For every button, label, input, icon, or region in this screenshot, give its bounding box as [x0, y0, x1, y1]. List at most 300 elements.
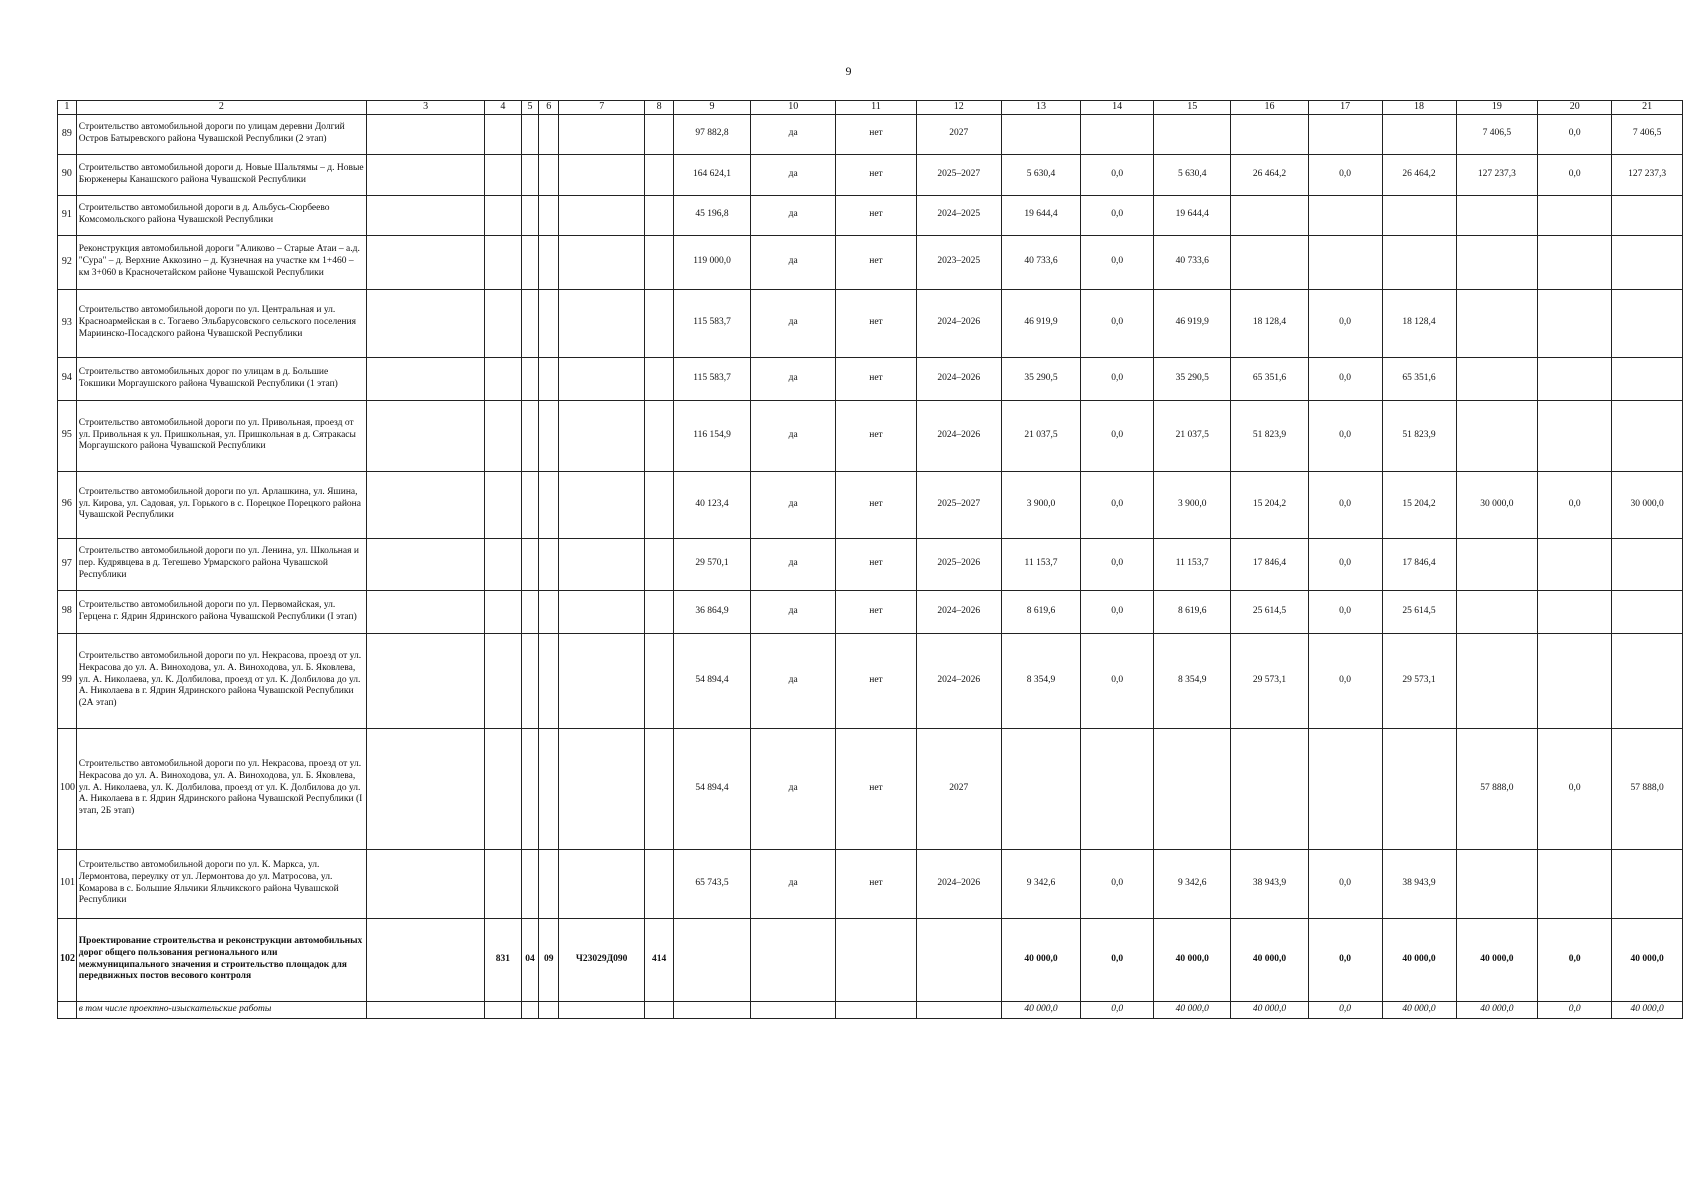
value-cell: 3 900,0 — [1154, 471, 1231, 538]
value-cell — [1538, 590, 1612, 633]
column-number-cell: 12 — [916, 101, 1001, 115]
value-cell — [751, 1001, 836, 1018]
value-cell: да — [751, 154, 836, 195]
value-cell: 21 037,5 — [1001, 400, 1080, 471]
value-cell — [367, 918, 485, 1001]
value-cell: 831 — [485, 918, 521, 1001]
value-cell: 0,0 — [1308, 849, 1382, 918]
value-cell: 0,0 — [1081, 154, 1154, 195]
value-cell: нет — [836, 357, 917, 400]
value-cell — [367, 154, 485, 195]
value-cell — [1456, 849, 1538, 918]
value-cell: 414 — [645, 918, 674, 1001]
value-cell: Ч23029Д090 — [559, 918, 645, 1001]
value-cell — [539, 538, 559, 590]
value-cell: 97 882,8 — [673, 114, 750, 154]
value-cell: нет — [836, 154, 917, 195]
value-cell — [1612, 538, 1683, 590]
value-cell — [521, 471, 539, 538]
value-cell: 04 — [521, 918, 539, 1001]
object-name-cell: Строительство автомобильной дороги по ул. Некрасова, проезд от ул. Некрасова до ул. А. Виноходова, ул. А. Виноходова, ул. Б. Яковлева, ул. А. Николаева, ул. К. Долбилова, проезд от ул. К. Долбилова до ул. А. Николаева в г. Ядрин Ядринского района Чувашской Республики (I этап, 2Б этап) — [76, 728, 366, 849]
value-cell: 40 000,0 — [1456, 1001, 1538, 1018]
value-cell — [521, 590, 539, 633]
table-row — [58, 154, 1683, 195]
value-cell: нет — [836, 728, 917, 849]
object-name-cell: Строительство автомобильной дороги по ул. Первомайская, ул. Герцена г. Ядрин Ядринского района Чувашской Республики (I этап) — [76, 590, 366, 633]
value-cell: 0,0 — [1081, 918, 1154, 1001]
value-cell: 65 351,6 — [1382, 357, 1456, 400]
value-cell: 2025–2027 — [916, 154, 1001, 195]
row-number-cell: 98 — [58, 590, 77, 633]
value-cell — [367, 195, 485, 235]
value-cell: 0,0 — [1538, 154, 1612, 195]
value-cell: 115 583,7 — [673, 357, 750, 400]
row-number-cell: 93 — [58, 289, 77, 357]
table-row — [58, 400, 1683, 471]
table-row — [58, 114, 1683, 154]
object-name-cell: Строительство автомобильной дороги д. Новые Шальтямы – д. Новые Бюрженеры Канашского района Чувашской Республики — [76, 154, 366, 195]
value-cell — [485, 538, 521, 590]
value-cell: 40 733,6 — [1001, 235, 1080, 289]
value-cell: 26 464,2 — [1382, 154, 1456, 195]
value-cell: 40 000,0 — [1612, 1001, 1683, 1018]
value-cell: 09 — [539, 918, 559, 1001]
value-cell — [645, 357, 674, 400]
value-cell — [367, 235, 485, 289]
object-name-cell: Строительство автомобильной дороги по ул. Привольная, проезд от ул. Привольная к ул. Пришкольная, ул. Пришкольная в д. Сятракасы Моргаушского района Чувашской Республики — [76, 400, 366, 471]
value-cell — [485, 357, 521, 400]
column-number-cell: 5 — [521, 101, 539, 115]
value-cell — [367, 1001, 485, 1018]
object-name-cell: Строительство автомобильной дороги по ул. Ленина, ул. Школьная и пер. Кудрявцева в д. Тегешево Урмарского района Чувашской Республики — [76, 538, 366, 590]
value-cell — [367, 538, 485, 590]
value-cell: 40 000,0 — [1382, 1001, 1456, 1018]
value-cell — [1001, 728, 1080, 849]
value-cell — [367, 728, 485, 849]
object-name-cell: Строительство автомобильной дороги по ул. Арлашкина, ул. Яшина, ул. Кирова, ул. Садовая, ул. Горького в с. Порецкое Порецкого района Чувашской Республики — [76, 471, 366, 538]
value-cell — [539, 728, 559, 849]
value-cell — [559, 633, 645, 728]
value-cell: 38 943,9 — [1231, 849, 1308, 918]
value-cell: 54 894,4 — [673, 633, 750, 728]
value-cell — [559, 471, 645, 538]
value-cell — [1538, 195, 1612, 235]
value-cell — [1456, 400, 1538, 471]
value-cell: нет — [836, 235, 917, 289]
value-cell — [367, 357, 485, 400]
value-cell — [1001, 114, 1080, 154]
value-cell — [1308, 235, 1382, 289]
value-cell — [521, 849, 539, 918]
value-cell — [645, 538, 674, 590]
value-cell: 51 823,9 — [1382, 400, 1456, 471]
table-row — [58, 918, 1683, 1001]
budget-table — [57, 100, 1683, 1019]
value-cell — [1308, 728, 1382, 849]
value-cell — [559, 1001, 645, 1018]
value-cell: 2027 — [916, 114, 1001, 154]
value-cell: нет — [836, 849, 917, 918]
value-cell — [367, 849, 485, 918]
value-cell: 0,0 — [1308, 400, 1382, 471]
value-cell — [485, 590, 521, 633]
column-number-cell: 3 — [367, 101, 485, 115]
value-cell: 30 000,0 — [1612, 471, 1683, 538]
value-cell: 0,0 — [1308, 918, 1382, 1001]
value-cell — [559, 849, 645, 918]
value-cell: 5 630,4 — [1154, 154, 1231, 195]
value-cell — [673, 1001, 750, 1018]
column-number-cell: 20 — [1538, 101, 1612, 115]
value-cell: 0,0 — [1308, 538, 1382, 590]
value-cell — [1612, 590, 1683, 633]
value-cell — [1231, 195, 1308, 235]
value-cell — [1538, 235, 1612, 289]
object-name-cell: Строительство автомобильной дороги по ул. Центральная и ул. Красноармейская в с. Тогаево Эльбарусовского сельского поселения Мариинско-Посадского района Чувашской Республики — [76, 289, 366, 357]
value-cell: 29 570,1 — [673, 538, 750, 590]
value-cell — [1382, 728, 1456, 849]
value-cell: 3 900,0 — [1001, 471, 1080, 538]
value-cell: 2024–2026 — [916, 357, 1001, 400]
value-cell: 57 888,0 — [1456, 728, 1538, 849]
value-cell: 29 573,1 — [1231, 633, 1308, 728]
column-number-cell: 17 — [1308, 101, 1382, 115]
value-cell — [521, 357, 539, 400]
row-number-cell: 94 — [58, 357, 77, 400]
value-cell — [673, 918, 750, 1001]
object-name-cell: Проектирование строительства и реконструкции автомобильных дорог общего пользования регионального или межмуниципального значения и строительство площадок для передвижных постов весового контроля — [76, 918, 366, 1001]
value-cell: 30 000,0 — [1456, 471, 1538, 538]
value-cell: да — [751, 357, 836, 400]
value-cell — [1154, 114, 1231, 154]
value-cell — [1538, 289, 1612, 357]
value-cell — [367, 400, 485, 471]
value-cell: 2024–2026 — [916, 400, 1001, 471]
value-cell — [1231, 235, 1308, 289]
value-cell — [559, 154, 645, 195]
value-cell — [521, 235, 539, 289]
value-cell: 8 354,9 — [1001, 633, 1080, 728]
value-cell — [559, 538, 645, 590]
value-cell — [1538, 849, 1612, 918]
value-cell: 0,0 — [1308, 357, 1382, 400]
value-cell — [1612, 400, 1683, 471]
value-cell: 29 573,1 — [1382, 633, 1456, 728]
value-cell: 0,0 — [1538, 471, 1612, 538]
column-number-cell: 2 — [76, 101, 366, 115]
value-cell — [485, 400, 521, 471]
value-cell: 15 204,2 — [1382, 471, 1456, 538]
column-number-cell: 4 — [485, 101, 521, 115]
value-cell: 40 000,0 — [1231, 918, 1308, 1001]
value-cell: 0,0 — [1081, 235, 1154, 289]
value-cell: 40 000,0 — [1231, 1001, 1308, 1018]
row-number-cell: 92 — [58, 235, 77, 289]
value-cell: 2024–2026 — [916, 590, 1001, 633]
column-number-cell: 6 — [539, 101, 559, 115]
row-number-cell: 102 — [58, 918, 77, 1001]
value-cell: 40 123,4 — [673, 471, 750, 538]
value-cell: 26 464,2 — [1231, 154, 1308, 195]
value-cell — [1538, 538, 1612, 590]
value-cell: 8 619,6 — [1001, 590, 1080, 633]
value-cell: 65 351,6 — [1231, 357, 1308, 400]
value-cell: да — [751, 538, 836, 590]
value-cell — [539, 154, 559, 195]
value-cell: 0,0 — [1081, 633, 1154, 728]
value-cell — [367, 471, 485, 538]
value-cell: 46 919,9 — [1001, 289, 1080, 357]
value-cell: нет — [836, 400, 917, 471]
value-cell — [539, 633, 559, 728]
row-number-cell: 101 — [58, 849, 77, 918]
value-cell — [1231, 728, 1308, 849]
value-cell: да — [751, 235, 836, 289]
value-cell — [836, 1001, 917, 1018]
value-cell: 0,0 — [1308, 1001, 1382, 1018]
value-cell — [645, 728, 674, 849]
value-cell — [367, 289, 485, 357]
value-cell: 40 000,0 — [1154, 1001, 1231, 1018]
column-number-cell: 7 — [559, 101, 645, 115]
value-cell: 2024–2026 — [916, 633, 1001, 728]
value-cell: 36 864,9 — [673, 590, 750, 633]
value-cell: 164 624,1 — [673, 154, 750, 195]
value-cell: 2024–2026 — [916, 849, 1001, 918]
value-cell: 9 342,6 — [1154, 849, 1231, 918]
column-number-cell: 18 — [1382, 101, 1456, 115]
value-cell: 54 894,4 — [673, 728, 750, 849]
value-cell: 8 619,6 — [1154, 590, 1231, 633]
value-cell — [1456, 538, 1538, 590]
value-cell — [1382, 114, 1456, 154]
table-row — [58, 195, 1683, 235]
table-row — [58, 849, 1683, 918]
value-cell — [1382, 195, 1456, 235]
value-cell: 0,0 — [1308, 289, 1382, 357]
value-cell — [1456, 590, 1538, 633]
value-cell: 46 919,9 — [1154, 289, 1231, 357]
value-cell — [1456, 357, 1538, 400]
value-cell — [916, 918, 1001, 1001]
column-number-cell: 10 — [751, 101, 836, 115]
value-cell — [645, 195, 674, 235]
value-cell — [1154, 728, 1231, 849]
value-cell — [1538, 633, 1612, 728]
value-cell: 35 290,5 — [1001, 357, 1080, 400]
value-cell — [559, 357, 645, 400]
value-cell: нет — [836, 633, 917, 728]
table-row — [58, 357, 1683, 400]
value-cell — [1612, 235, 1683, 289]
value-cell — [1612, 289, 1683, 357]
table-row — [58, 590, 1683, 633]
value-cell — [645, 154, 674, 195]
value-cell — [1231, 114, 1308, 154]
value-cell: да — [751, 114, 836, 154]
value-cell: 2025–2026 — [916, 538, 1001, 590]
value-cell: да — [751, 728, 836, 849]
value-cell — [485, 728, 521, 849]
value-cell: 2024–2025 — [916, 195, 1001, 235]
value-cell — [1456, 195, 1538, 235]
value-cell — [645, 590, 674, 633]
value-cell: 0,0 — [1081, 1001, 1154, 1018]
value-cell: 0,0 — [1081, 538, 1154, 590]
value-cell: 0,0 — [1081, 195, 1154, 235]
value-cell: да — [751, 471, 836, 538]
value-cell: 17 846,4 — [1382, 538, 1456, 590]
value-cell: 15 204,2 — [1231, 471, 1308, 538]
value-cell: 0,0 — [1308, 154, 1382, 195]
value-cell: 9 342,6 — [1001, 849, 1080, 918]
value-cell — [539, 235, 559, 289]
table-row — [58, 235, 1683, 289]
value-cell — [645, 633, 674, 728]
value-cell: да — [751, 633, 836, 728]
value-cell — [521, 289, 539, 357]
value-cell — [836, 918, 917, 1001]
value-cell — [521, 633, 539, 728]
value-cell — [539, 400, 559, 471]
object-name-cell: Строительство автомобильной дороги по ул. К. Маркса, ул. Лермонтова, переулку от ул. Лермонтова до ул. Матросова, ул. Комарова в с. Большие Яльчики Яльчикского района Чувашской Республики — [76, 849, 366, 918]
value-cell — [645, 1001, 674, 1018]
value-cell: 11 153,7 — [1001, 538, 1080, 590]
value-cell — [1612, 357, 1683, 400]
value-cell — [559, 400, 645, 471]
page-number: 9 — [845, 64, 852, 78]
value-cell: нет — [836, 590, 917, 633]
value-cell — [1456, 633, 1538, 728]
column-number-cell: 16 — [1231, 101, 1308, 115]
value-cell — [539, 195, 559, 235]
table-row — [58, 633, 1683, 728]
value-cell — [1308, 114, 1382, 154]
value-cell: 0,0 — [1538, 728, 1612, 849]
value-cell: 2024–2026 — [916, 289, 1001, 357]
value-cell: 40 000,0 — [1382, 918, 1456, 1001]
row-number-cell: 89 — [58, 114, 77, 154]
value-cell — [485, 633, 521, 728]
column-number-cell: 1 — [58, 101, 77, 115]
value-cell — [1612, 849, 1683, 918]
column-number-cell: 14 — [1081, 101, 1154, 115]
value-cell — [1538, 400, 1612, 471]
row-number-cell: 95 — [58, 400, 77, 471]
value-cell: 19 644,4 — [1154, 195, 1231, 235]
row-number-cell: 97 — [58, 538, 77, 590]
value-cell: 2027 — [916, 728, 1001, 849]
value-cell — [539, 471, 559, 538]
value-cell: 0,0 — [1308, 590, 1382, 633]
value-cell — [1456, 235, 1538, 289]
value-cell — [485, 471, 521, 538]
value-cell: 116 154,9 — [673, 400, 750, 471]
value-cell: да — [751, 400, 836, 471]
column-number-row — [58, 101, 1683, 115]
value-cell — [645, 289, 674, 357]
value-cell — [645, 849, 674, 918]
table-row — [58, 538, 1683, 590]
column-number-cell: 13 — [1001, 101, 1080, 115]
value-cell: 21 037,5 — [1154, 400, 1231, 471]
column-number-cell: 19 — [1456, 101, 1538, 115]
value-cell: 65 743,5 — [673, 849, 750, 918]
value-cell: да — [751, 289, 836, 357]
value-cell — [521, 1001, 539, 1018]
value-cell: 0,0 — [1538, 114, 1612, 154]
value-cell — [521, 538, 539, 590]
value-cell: 8 354,9 — [1154, 633, 1231, 728]
object-name-cell: Реконструкция автомобильной дороги "Аликово – Старые Атаи – а.д. "Сура" – д. Верхние Аккозино – д. Кузнечная на участке км 1+460 – км 3+060 в Красночетайском районе Чувашской Республики — [76, 235, 366, 289]
value-cell — [539, 590, 559, 633]
value-cell — [539, 849, 559, 918]
table-row — [58, 728, 1683, 849]
value-cell — [539, 114, 559, 154]
column-number-cell: 21 — [1612, 101, 1683, 115]
value-cell — [1538, 357, 1612, 400]
object-name-cell: Строительство автомобильных дорог по улицам в д. Большие Токшики Моргаушского района Чувашской Республики (1 этап) — [76, 357, 366, 400]
value-cell — [1308, 195, 1382, 235]
value-cell — [559, 235, 645, 289]
value-cell — [485, 849, 521, 918]
column-number-cell: 11 — [836, 101, 917, 115]
value-cell: 127 237,3 — [1612, 154, 1683, 195]
value-cell: 25 614,5 — [1231, 590, 1308, 633]
value-cell: 40 000,0 — [1456, 918, 1538, 1001]
value-cell — [645, 235, 674, 289]
value-cell — [1382, 235, 1456, 289]
value-cell: 127 237,3 — [1456, 154, 1538, 195]
value-cell: да — [751, 590, 836, 633]
value-cell — [1081, 728, 1154, 849]
value-cell — [645, 114, 674, 154]
value-cell: нет — [836, 195, 917, 235]
value-cell: 40 000,0 — [1001, 1001, 1080, 1018]
value-cell — [1612, 633, 1683, 728]
value-cell: 19 644,4 — [1001, 195, 1080, 235]
column-number-cell: 15 — [1154, 101, 1231, 115]
value-cell: 11 153,7 — [1154, 538, 1231, 590]
value-cell: 17 846,4 — [1231, 538, 1308, 590]
value-cell: 0,0 — [1308, 633, 1382, 728]
value-cell — [485, 114, 521, 154]
row-number-cell: 100 — [58, 728, 77, 849]
value-cell: 2025–2027 — [916, 471, 1001, 538]
value-cell: 51 823,9 — [1231, 400, 1308, 471]
value-cell: 45 196,8 — [673, 195, 750, 235]
value-cell: 0,0 — [1538, 918, 1612, 1001]
value-cell — [559, 195, 645, 235]
value-cell — [367, 590, 485, 633]
value-cell: нет — [836, 114, 917, 154]
value-cell: 40 000,0 — [1612, 918, 1683, 1001]
value-cell: 0,0 — [1538, 1001, 1612, 1018]
value-cell: 40 000,0 — [1154, 918, 1231, 1001]
value-cell — [521, 400, 539, 471]
value-cell — [559, 728, 645, 849]
value-cell: 0,0 — [1308, 471, 1382, 538]
value-cell: 57 888,0 — [1612, 728, 1683, 849]
value-cell — [559, 289, 645, 357]
table-row — [58, 1001, 1683, 1018]
value-cell — [559, 590, 645, 633]
row-number-cell: 96 — [58, 471, 77, 538]
value-cell — [367, 633, 485, 728]
row-number-cell: 90 — [58, 154, 77, 195]
value-cell: 5 630,4 — [1001, 154, 1080, 195]
value-cell: 40 733,6 — [1154, 235, 1231, 289]
